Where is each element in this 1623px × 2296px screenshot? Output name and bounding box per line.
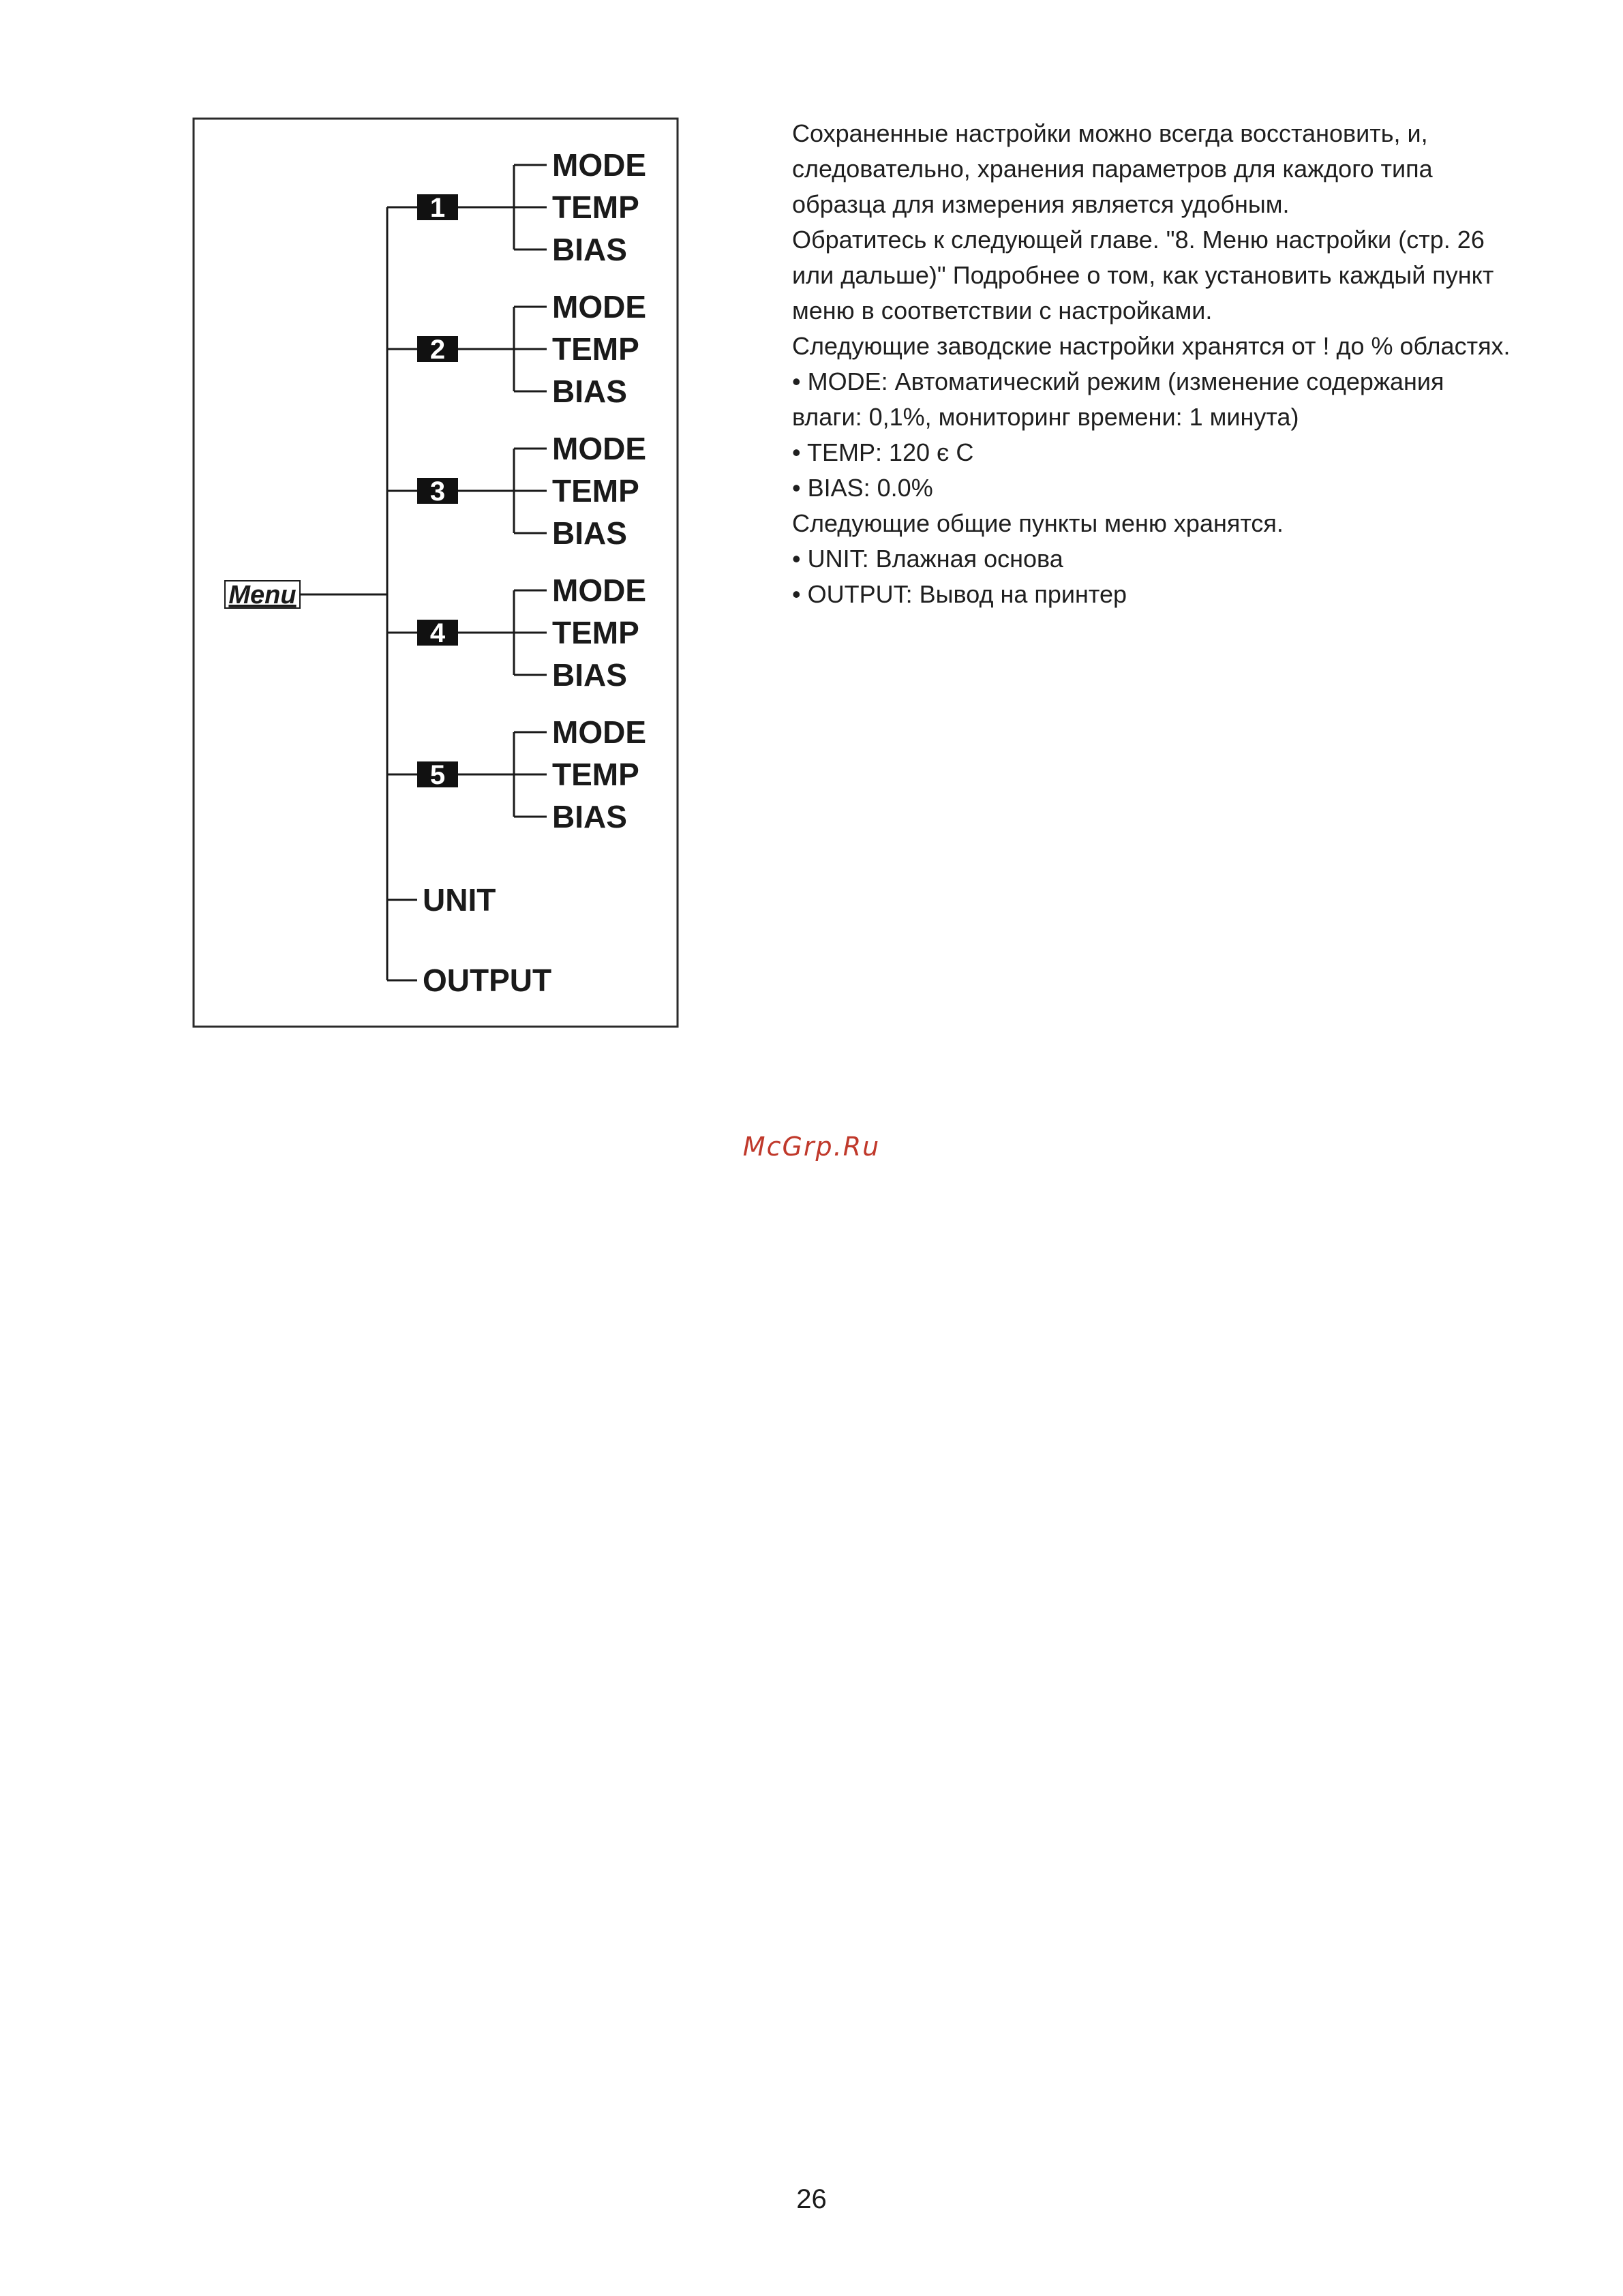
bullet-bias: • BIAS: 0.0% <box>792 474 933 502</box>
menu-item-temp: TEMP <box>552 190 639 225</box>
paragraph: Сохраненные настройки можно всегда восстановить, и, следовательно, хранения параметров для каждого типа образца для измерения является удобным. <box>792 119 1433 218</box>
menu-item-temp: TEMP <box>552 615 639 650</box>
tree-content <box>225 147 646 998</box>
menu-tree-diagram <box>192 117 679 1028</box>
bullet-output: • OUTPUT: Вывод на принтер <box>792 580 1127 608</box>
menu-item-mode: MODE <box>552 147 646 183</box>
bullet-temp: • TEMP: 120 є С <box>792 438 974 466</box>
group-number: 1 <box>429 193 446 223</box>
menu-item-temp: TEMP <box>552 331 639 367</box>
group-number: 3 <box>429 477 446 507</box>
menu-item-bias: BIAS <box>552 374 627 409</box>
menu-item-bias: BIAS <box>552 515 627 551</box>
menu-item-mode: MODE <box>552 714 646 750</box>
menu-item-bias: BIAS <box>552 232 627 267</box>
menu-item-temp: TEMP <box>552 473 639 509</box>
bullet-unit: • UNIT: Влажная основа <box>792 545 1063 573</box>
page-number: 26 <box>796 2184 827 2214</box>
paragraph: Следующие общие пункты меню хранятся. <box>792 509 1284 537</box>
tree-lines <box>300 165 547 980</box>
group-number: 4 <box>429 618 446 648</box>
menu-item-bias: BIAS <box>552 799 627 834</box>
group-number: 5 <box>429 760 446 790</box>
menu-root-label: Menu <box>228 581 297 609</box>
menu-item-output: OUTPUT <box>423 963 552 998</box>
group-number: 2 <box>429 335 446 365</box>
menu-item-mode: MODE <box>552 431 646 466</box>
menu-item-unit: UNIT <box>423 882 496 918</box>
menu-item-temp: TEMP <box>552 757 639 792</box>
menu-item-mode: MODE <box>552 289 646 324</box>
paragraph: Следующие заводские настройки хранятся от ! до % областях. <box>792 332 1511 360</box>
description-text <box>792 116 1515 612</box>
paragraph: Обратитесь к следующей главе. "8. Меню настройки (стр. 26 или дальше)" Подробнее о том, как установить каждый пункт меню в соответствии с настройками. <box>792 226 1494 324</box>
menu-item-mode: MODE <box>552 573 646 608</box>
watermark[interactable]: McGrp.Ru <box>742 1132 881 1162</box>
menu-item-bias: BIAS <box>552 657 627 693</box>
bullet-mode: • MODE: Автоматический режим (изменение содержания влаги: 0,1%, мониторинг времени: 1 минута) <box>792 367 1444 431</box>
